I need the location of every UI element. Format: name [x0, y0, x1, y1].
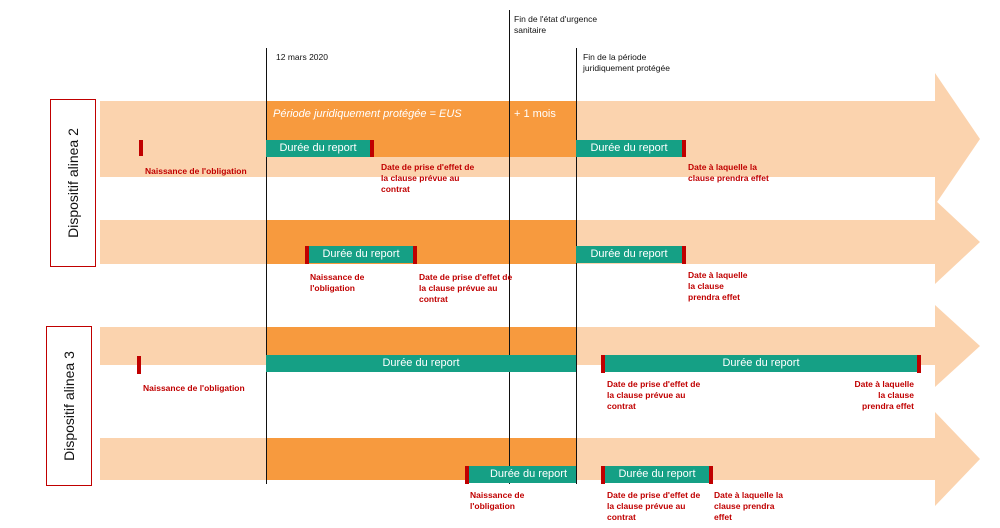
period-label: Période juridiquement protégée = EUS	[273, 108, 462, 120]
row4-naissance-text: Naissance de l'obligation	[470, 490, 525, 511]
row3-prise-effet-text: Date de prise d'effet de la clause prévue au contrat	[607, 379, 701, 411]
row1-laquelle-text: Date à laquelle la clause prendra effet	[688, 162, 769, 183]
row2-prise-effet-text: Date de prise d'effet de la clause prévue au contrat	[419, 272, 513, 304]
row4-prise-effet-text: Date de prise d'effet de la clause prévue au contrat	[607, 490, 701, 522]
row4-laquelle-marker	[709, 466, 713, 484]
row3-naissance-marker	[137, 356, 141, 374]
row2-laquelle-marker	[682, 246, 686, 264]
line-12-mars	[266, 48, 267, 484]
row1-naissance-marker	[139, 140, 143, 156]
row3-naissance-text: Naissance de l'obligation	[143, 383, 245, 393]
row2-prise-effet-marker	[413, 246, 417, 264]
row2-naissance-text: Naissance de l'obligation	[310, 272, 365, 293]
line-fin-urgence	[509, 10, 510, 484]
milestone-12-mars: 12 mars 2020	[276, 52, 328, 62]
row1-naissance-text: Naissance de l'obligation	[145, 166, 247, 176]
milestone-fin-periode: Fin de la période juridiquement protégée	[583, 52, 670, 73]
line-fin-periode	[576, 48, 577, 484]
row1-duree-bar-1: Durée du report	[266, 140, 370, 157]
row1-duree-bar-2: Durée du report	[576, 140, 682, 157]
row3-laquelle-marker	[917, 355, 921, 373]
row4-duree-bar-1: Durée du report	[469, 466, 576, 483]
row4-laquelle-text: Date à laquelle la clause prendra effet	[714, 490, 783, 522]
row1-prise-effet-text: Date de prise d'effet de la clause prévue au contrat	[381, 162, 475, 194]
row2-duree-bar-1: Durée du report	[309, 246, 413, 263]
section-alinea2-label: Dispositif alinea 2	[65, 128, 81, 238]
row1-laquelle-marker	[682, 140, 686, 157]
section-alinea2	[50, 99, 96, 267]
row1-prise-effet-marker	[370, 140, 374, 157]
milestone-fin-urgence: Fin de l'état d'urgence sanitaire	[514, 14, 598, 35]
row3-duree-bar-2: Durée du report	[605, 355, 917, 372]
row4-duree-bar-2: Durée du report	[605, 466, 709, 483]
row3-laquelle-text: Date à laquelle la clause prendra effet	[854, 379, 914, 411]
section-alinea3	[46, 326, 92, 486]
plus-one-month-label: + 1 mois	[514, 108, 556, 120]
row2-laquelle-text: Date à laquelle la clause prendra effet	[688, 270, 748, 302]
row3-duree-bar-1: Durée du report	[266, 355, 576, 372]
section-alinea3-label: Dispositif alinea 3	[61, 351, 77, 461]
row2-duree-bar-2: Durée du report	[576, 246, 682, 263]
